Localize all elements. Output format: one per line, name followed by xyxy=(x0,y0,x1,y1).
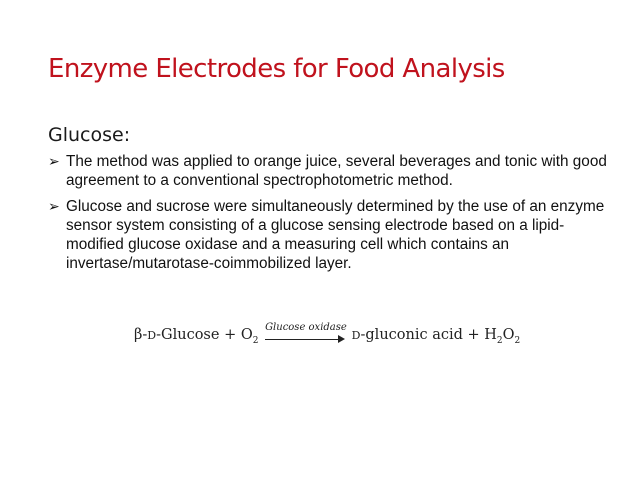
arrow-bullet-icon: ➢ xyxy=(48,153,60,169)
reactants: $\beta-D-Glucose + O_2$ xyxy=(134,326,259,346)
arrow-head-icon xyxy=(338,335,345,343)
bullet-list xyxy=(48,152,608,280)
slide-title: Enzyme Electrodes for Food Analysis xyxy=(48,54,505,84)
reaction-equation xyxy=(134,324,520,348)
products: D-gluconic acid + $H_2O_2$ xyxy=(351,326,521,346)
bullet-text: The method was applied to orange juice, several beverages and tonic with good agreement to a conventional spectrophotometric method. xyxy=(66,153,607,189)
bullet-item xyxy=(48,152,608,190)
bullet-text: Glucose and sucrose were simultaneously determined by the use of an enzyme sensor system consisting of a glucose sensing electrode based on a lipid-modified glucose oxidase and a measuring cell which contains an invertase/mutarotase-coimmobilized layer. xyxy=(66,198,605,272)
bullet-item xyxy=(48,197,608,273)
section-heading: Glucose: xyxy=(48,124,131,146)
enzyme-label: Glucose oxidase xyxy=(265,322,347,333)
arrow-bullet-icon: ➢ xyxy=(48,198,60,214)
arrow-line xyxy=(265,339,339,340)
reaction-arrow xyxy=(265,324,345,348)
